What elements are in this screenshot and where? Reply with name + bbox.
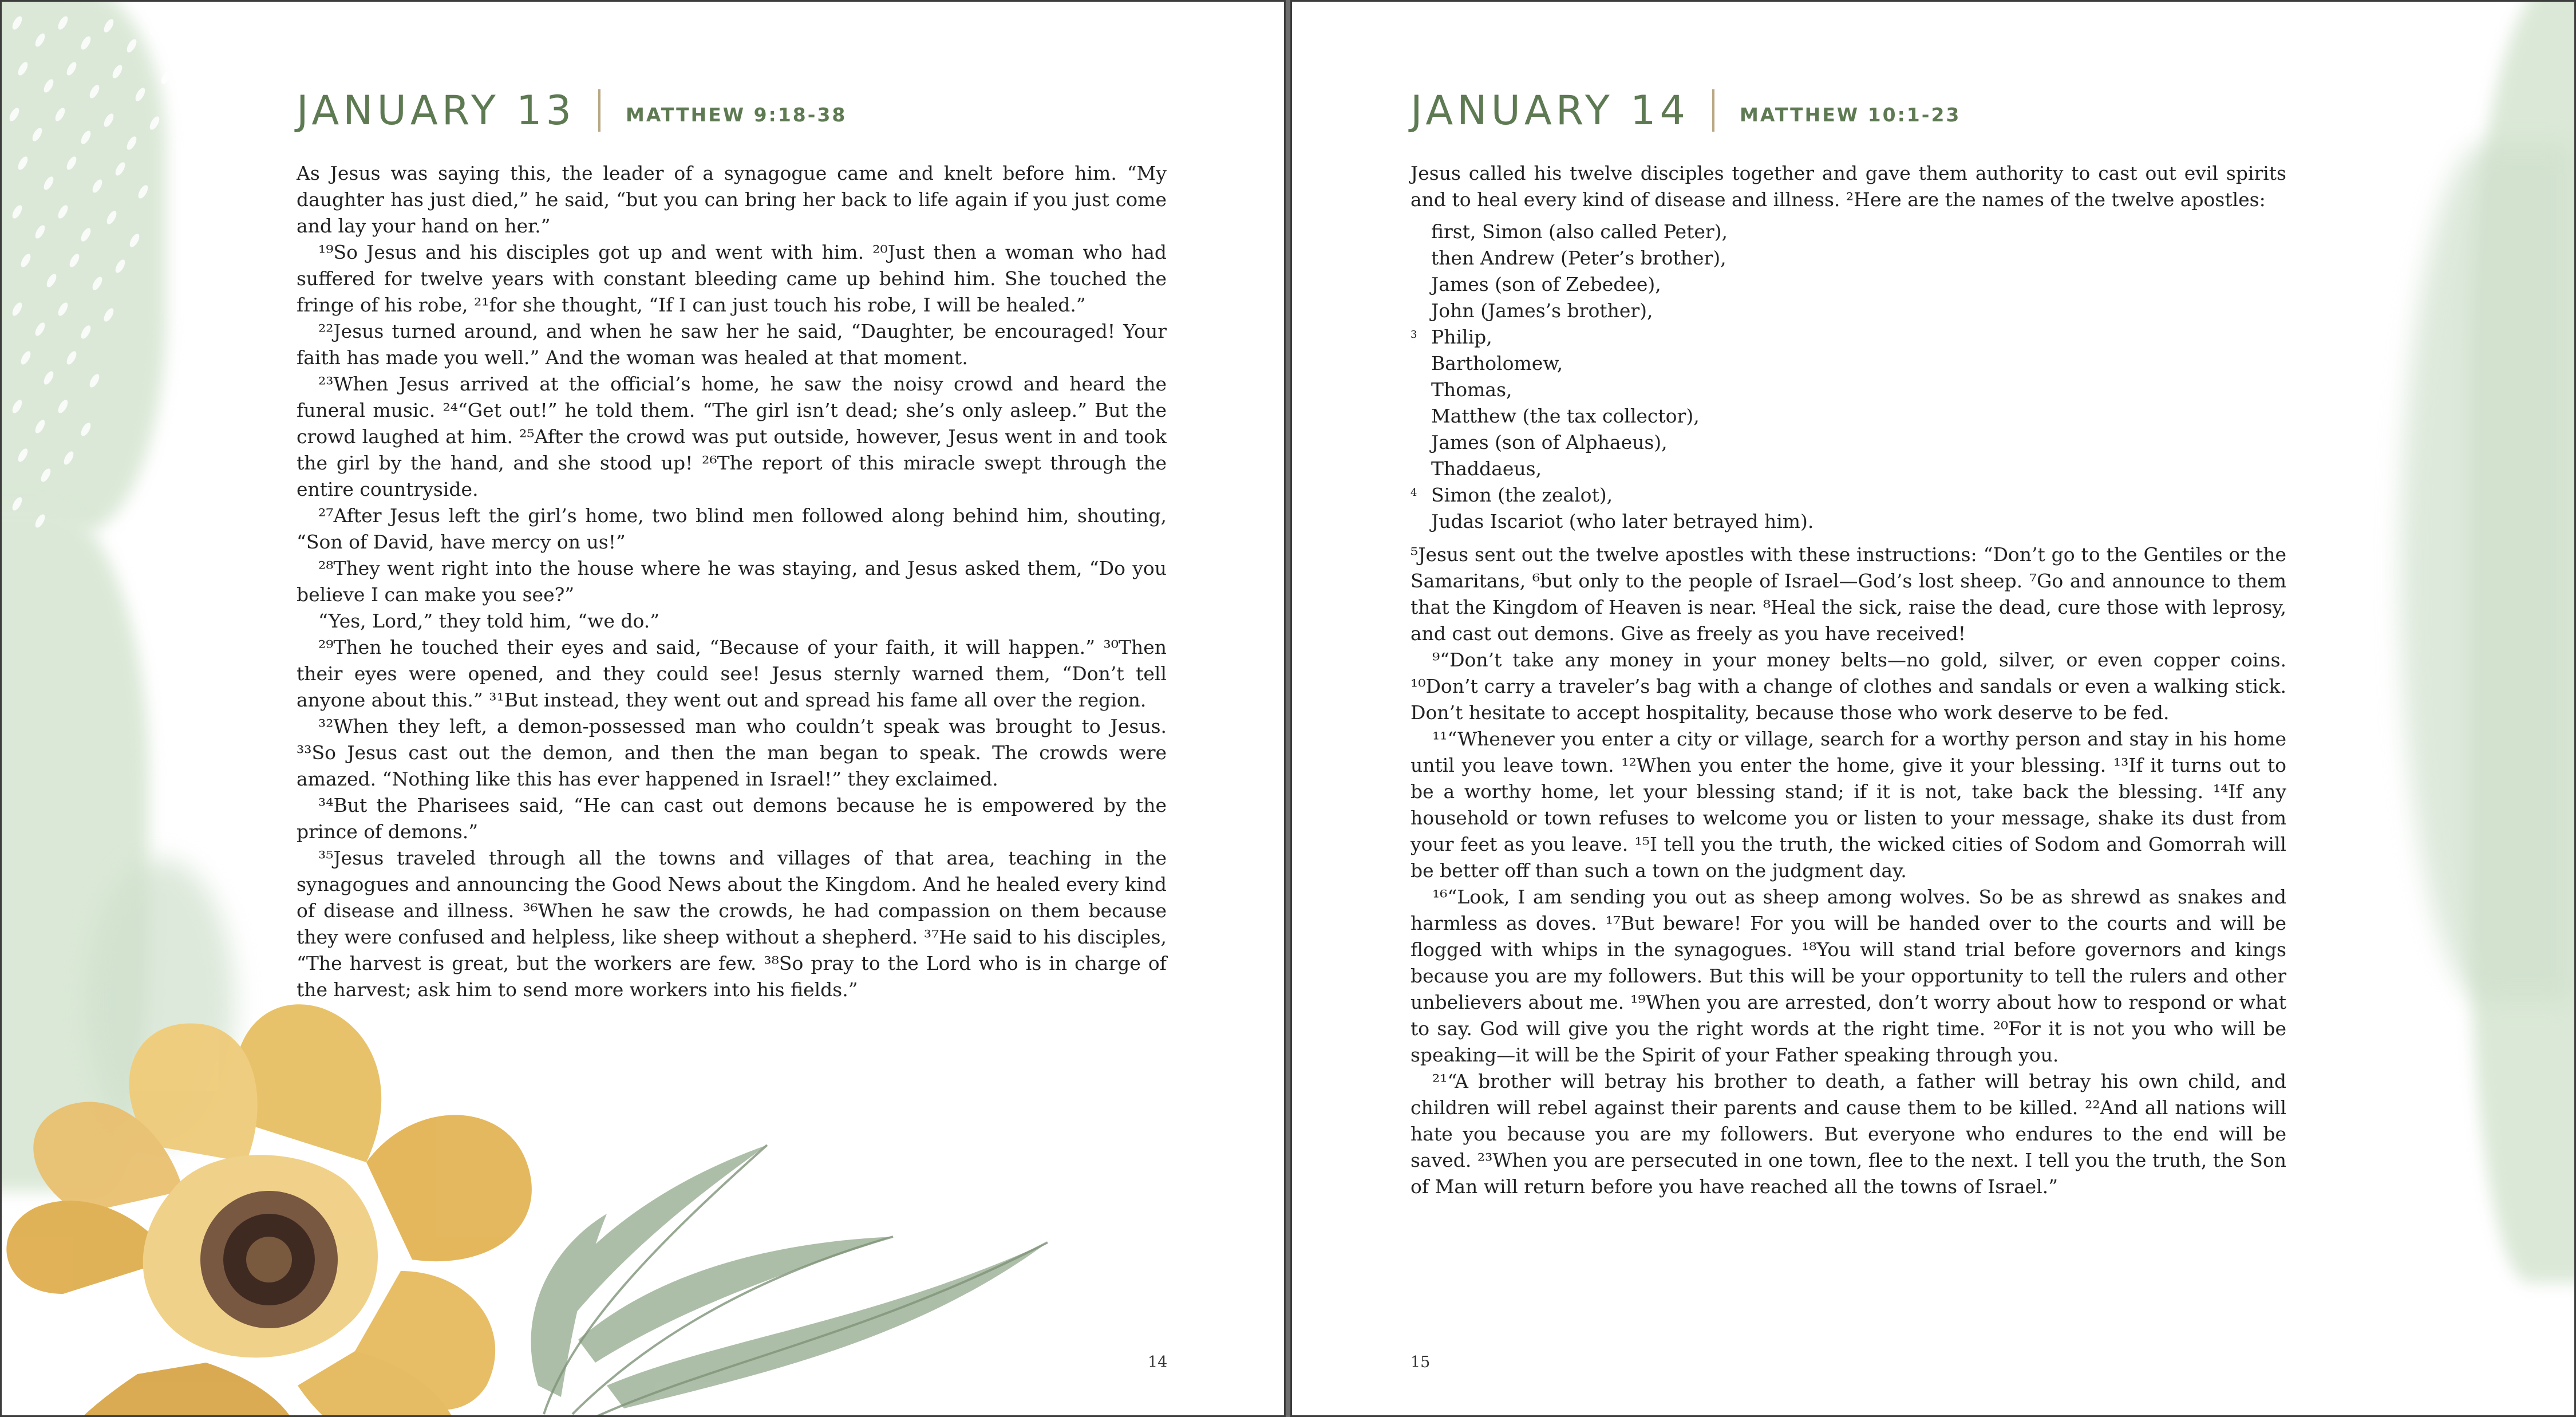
paragraph: As Jesus was saying this, the leader of a synagogue came and knelt before him. “My daughter has just died,” he said, “but you can bring her back to life again if you just come and lay your hand on her.” bbox=[297, 162, 1167, 237]
intro-paragraph: Jesus called his twelve disciples together and gave them authority to cast out evil spirits and to heal every kind of disease and illness. ²Here are the names of the twelve apostles: bbox=[1411, 162, 2286, 211]
left-page-text bbox=[297, 160, 1167, 1003]
paragraph: ¹⁶“Look, I am sending you out as sheep among wolves. So be as shrewd as snakes and harmless as doves. ¹⁷But beware! For you will be handed over to the courts and will be flogged with whips in the synagogues. ¹⁸You will stand trial before governors and kings because you are my followers. But this will be your opportunity to tell the rulers and other unbelievers about me. ¹⁹When you are arrested, don’t worry about how to respond or what to say. God will give you the right words at the right time. ²⁰For it is not you who will be speaking—it will be the Spirit of your Father speaking through you. bbox=[1411, 886, 2286, 1066]
apostle-name: Thomas, bbox=[1431, 378, 1512, 401]
page-number: 14 bbox=[1148, 1353, 1168, 1371]
list-item bbox=[1411, 350, 2286, 377]
paragraph: ³²When they left, a demon-possessed man who couldn’t speak was brought to Jesus. ³³So Jesus cast out the demon, and then the man began to speak. The crowds were amazed. “Nothing like this has ever happened in Israel!” they exclaimed. bbox=[297, 715, 1167, 790]
dot-pattern-decoration bbox=[0, 0, 252, 538]
left-page-reference: MATTHEW 9:18-38 bbox=[626, 103, 847, 126]
left-page-date: JANUARY 13 bbox=[297, 87, 576, 134]
apostle-name: Bartholomew, bbox=[1431, 352, 1563, 374]
right-page-date: JANUARY 14 bbox=[1411, 87, 1690, 134]
watercolor-wash-right-soft bbox=[2401, 143, 2573, 1002]
paragraph: ³⁴But the Pharisees said, “He can cast out demons because he is empowered by the prince of demons.” bbox=[297, 794, 1167, 843]
list-item bbox=[1411, 456, 2286, 482]
apostle-name: John (James’s brother), bbox=[1431, 299, 1653, 322]
header-divider bbox=[598, 89, 600, 132]
paragraph: ²⁸They went right into the house where he was staying, and Jesus asked them, “Do you believe I can make you see?” bbox=[297, 557, 1167, 606]
apostle-name: Judas Iscariot (who later betrayed him). bbox=[1431, 510, 1814, 532]
left-page bbox=[0, 0, 1286, 1417]
watercolor-flower-illustration bbox=[0, 973, 1088, 1417]
paragraph: ¹⁹So Jesus and his disciples got up and went with him. ²⁰Just then a woman who had suffered for twelve years with constant bleeding came up behind him. She touched the fringe of his robe, ²¹for she thought, “If I can just touch his robe, I will be healed.” bbox=[297, 241, 1167, 316]
paragraph: ¹¹“Whenever you enter a city or village, search for a worthy person and stay in his home until you leave town. ¹²When you enter the home, give it your blessing. ¹³If it turns out to be a worthy home, let your blessing stand; if it is not, take back the blessing. ¹⁴If any household or town refuses to welcome you or listen to your message, shake its dust from your feet as you leave. ¹⁵I tell you the truth, the wicked cities of Sodom and Gomorrah will be better off than such a town on the judgment day. bbox=[1411, 728, 2286, 882]
verse-number: 4 bbox=[1411, 487, 1417, 499]
paragraph: ³⁵Jesus traveled through all the towns and villages of that area, teaching in the synagogues and announcing the Good News about the Kingdom. And he healed every kind of disease and illness. ³⁶When he saw the crowds, he had compassion on them because they were confused and helpless, like sheep without a shepherd. ³⁷He said to his disciples, “The harvest is great, but the workers are few. ³⁸So pray to the Lord who is in charge of the harvest; ask him to send more workers into his fields.” bbox=[297, 847, 1167, 1001]
paragraph: ⁵Jesus sent out the twelve apostles with these instructions: “Don’t go to the Gentiles or the Samaritans, ⁶but only to the people of Israel—God’s lost sheep. ⁷Go and announce to them that the Kingdom of Heaven is near. ⁸Heal the sick, raise the dead, cure those with leprosy, and cast out demons. Give as freely as you have received! bbox=[1411, 543, 2286, 645]
paragraph: ⁹“Don’t take any money in your money belts—no gold, silver, or even copper coins. ¹⁰Don’t carry a traveler’s bag with a change of clothes and sandals or even a walking stick. Don’t hesitate to accept hospitality, because those who work deserve to be fed. bbox=[1411, 649, 2286, 724]
left-page-header bbox=[297, 85, 847, 136]
list-item bbox=[1411, 377, 2286, 403]
apostle-name: first, Simon (also called Peter), bbox=[1431, 220, 1728, 243]
apostle-name: James (son of Zebedee), bbox=[1431, 273, 1661, 295]
list-item bbox=[1411, 429, 2286, 456]
apostle-name: Philip, bbox=[1431, 326, 1492, 348]
verse-number: 3 bbox=[1411, 329, 1417, 341]
list-item bbox=[1411, 482, 2286, 508]
right-page bbox=[1290, 0, 2576, 1417]
right-page-header bbox=[1411, 85, 1961, 136]
paragraph: “Yes, Lord,” they told him, “we do.” bbox=[318, 610, 660, 632]
apostle-name: Matthew (the tax collector), bbox=[1431, 405, 1700, 427]
paragraph: ²⁷After Jesus left the girl’s home, two blind men followed along behind him, shouting, “Son of David, have mercy on us!” bbox=[297, 504, 1167, 553]
right-page-reference: MATTHEW 10:1-23 bbox=[1740, 103, 1961, 126]
paragraph: ²⁹Then he touched their eyes and said, “Because of your faith, it will happen.” ³⁰Then their eyes were opened, and they could see! Jesus sternly warned them, “Don’t tell anyone about this.” ³¹But instead, they went out and spread his fame all over the region. bbox=[297, 636, 1167, 711]
right-page-text bbox=[1411, 160, 2286, 1200]
paragraph: ²¹“A brother will betray his brother to death, a father will betray his own child, and children will rebel against their parents and cause them to be killed. ²²And all nations will hate you because you are my followers. But everyone who endures to the end will be saved. ²³When you are persecuted in one town, flee to the next. I tell you the truth, the Son of Man will return before you have reached all the towns of Israel.” bbox=[1411, 1070, 2286, 1198]
list-item bbox=[1411, 298, 2286, 324]
apostle-list bbox=[1411, 219, 2286, 535]
list-item bbox=[1411, 219, 2286, 245]
paragraph: ²³When Jesus arrived at the official’s home, he saw the noisy crowd and heard the funeral music. ²⁴“Get out!” he told them. “The girl isn’t dead; she’s only asleep.” But the crowd laughed at him. ²⁵After the crowd was put outside, however, Jesus went in and took the girl by the hand, and she stood up! ²⁶The report of this miracle swept through the entire countryside. bbox=[297, 373, 1167, 500]
apostle-name: Simon (the zealot), bbox=[1431, 484, 1613, 506]
apostle-name: James (son of Alphaeus), bbox=[1431, 431, 1668, 453]
list-item bbox=[1411, 324, 2286, 350]
apostle-name: then Andrew (Peter’s brother), bbox=[1431, 247, 1726, 269]
header-divider bbox=[1712, 89, 1714, 132]
apostle-name: Thaddaeus, bbox=[1431, 457, 1542, 480]
list-item bbox=[1411, 271, 2286, 298]
paragraph: ²²Jesus turned around, and when he saw her he said, “Daughter, be encouraged! Your faith has made you well.” And the woman was healed at that moment. bbox=[297, 320, 1167, 369]
list-item bbox=[1411, 245, 2286, 271]
list-item bbox=[1411, 403, 2286, 429]
page-number: 15 bbox=[1411, 1353, 1431, 1371]
list-item bbox=[1411, 508, 2286, 535]
